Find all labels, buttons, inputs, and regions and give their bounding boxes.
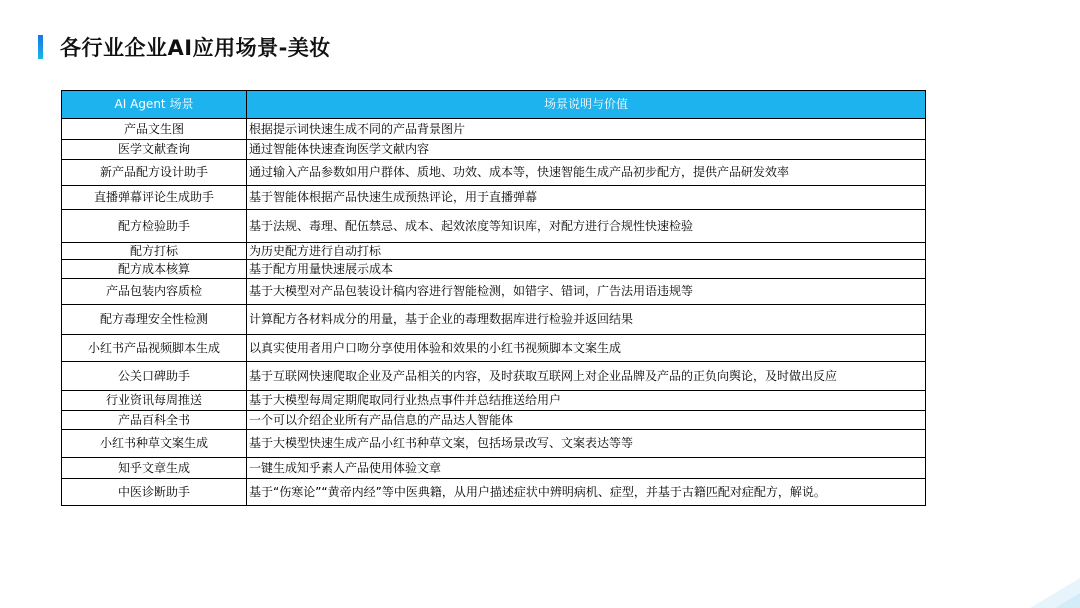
table-row bbox=[62, 335, 926, 362]
table-row bbox=[62, 210, 926, 243]
table-row bbox=[62, 140, 926, 160]
description-cell: 基于“伤寒论”“黄帝内经”等中医典籍，从用户描述症状中辨明病机、症型，并基于古籍匹配对症配方，解说。 bbox=[247, 479, 926, 506]
scene-cell: 配方检验助手 bbox=[62, 210, 247, 243]
description-cell: 基于大模型对产品包装设计稿内容进行智能检测，如错字、错词，广告法用语违规等 bbox=[247, 279, 926, 305]
description-cell: 通过输入产品参数如用户群体、质地、功效、成本等，快速智能生成产品初步配方，提供产品研发效率 bbox=[247, 160, 926, 186]
scene-cell: 配方打标 bbox=[62, 243, 247, 260]
scene-cell: 配方毒理安全性检测 bbox=[62, 305, 247, 335]
description-cell: 计算配方各材料成分的用量，基于企业的毒理数据库进行检验并返回结果 bbox=[247, 305, 926, 335]
scene-cell: 产品文生图 bbox=[62, 119, 247, 140]
table-row bbox=[62, 411, 926, 430]
title-accent-bar bbox=[38, 35, 43, 59]
table-row bbox=[62, 279, 926, 305]
table-row bbox=[62, 243, 926, 260]
scene-cell: 新产品配方设计助手 bbox=[62, 160, 247, 186]
table-row bbox=[62, 362, 926, 391]
table-row bbox=[62, 186, 926, 210]
description-cell: 基于智能体根据产品快速生成预热评论，用于直播弹幕 bbox=[247, 186, 926, 210]
description-cell: 基于互联网快速爬取企业及产品相关的内容，及时获取互联网上对企业品牌及产品的正负向舆论，及时做出反应 bbox=[247, 362, 926, 391]
description-cell: 一键生成知乎素人产品使用体验文章 bbox=[247, 458, 926, 479]
description-cell: 为历史配方进行自动打标 bbox=[247, 243, 926, 260]
description-cell: 基于法规、毒理、配伍禁忌、成本、起效浓度等知识库，对配方进行合规性快速检验 bbox=[247, 210, 926, 243]
description-cell: 基于配方用量快速展示成本 bbox=[247, 260, 926, 279]
table-row bbox=[62, 119, 926, 140]
header-description: 场景说明与价值 bbox=[247, 91, 926, 119]
table-row bbox=[62, 305, 926, 335]
page-title: 各行业企业AI应用场景-美妆 bbox=[60, 36, 331, 60]
scene-cell: 小红书产品视频脚本生成 bbox=[62, 335, 247, 362]
description-cell: 以真实使用者用户口吻分享使用体验和效果的小红书视频脚本文案生成 bbox=[247, 335, 926, 362]
description-cell: 通过智能体快速查询医学文献内容 bbox=[247, 140, 926, 160]
table-row bbox=[62, 458, 926, 479]
table-row bbox=[62, 260, 926, 279]
scene-cell: 产品包装内容质检 bbox=[62, 279, 247, 305]
scene-cell: 中医诊断助手 bbox=[62, 479, 247, 506]
scene-cell: 行业资讯每周推送 bbox=[62, 391, 247, 411]
scene-cell: 配方成本核算 bbox=[62, 260, 247, 279]
scene-cell: 知乎文章生成 bbox=[62, 458, 247, 479]
scene-cell: 小红书种草文案生成 bbox=[62, 430, 247, 458]
table-row bbox=[62, 391, 926, 411]
scene-cell: 公关口碑助手 bbox=[62, 362, 247, 391]
scene-cell: 直播弹幕评论生成助手 bbox=[62, 186, 247, 210]
scene-cell: 产品百科全书 bbox=[62, 411, 247, 430]
scene-cell: 医学文献查询 bbox=[62, 140, 247, 160]
description-cell: 基于大模型快速生成产品小红书种草文案，包括场景改写、文案表达等等 bbox=[247, 430, 926, 458]
description-cell: 根据提示词快速生成不同的产品背景图片 bbox=[247, 119, 926, 140]
scenario-table bbox=[61, 90, 926, 506]
table-header-row bbox=[62, 91, 926, 119]
corner-decoration bbox=[960, 568, 1080, 608]
description-cell: 基于大模型每周定期爬取同行业热点事件并总结推送给用户 bbox=[247, 391, 926, 411]
header-scene: AI Agent 场景 bbox=[62, 91, 247, 119]
description-cell: 一个可以介绍企业所有产品信息的产品达人智能体 bbox=[247, 411, 926, 430]
table-row bbox=[62, 430, 926, 458]
table-row bbox=[62, 160, 926, 186]
table-row bbox=[62, 479, 926, 506]
